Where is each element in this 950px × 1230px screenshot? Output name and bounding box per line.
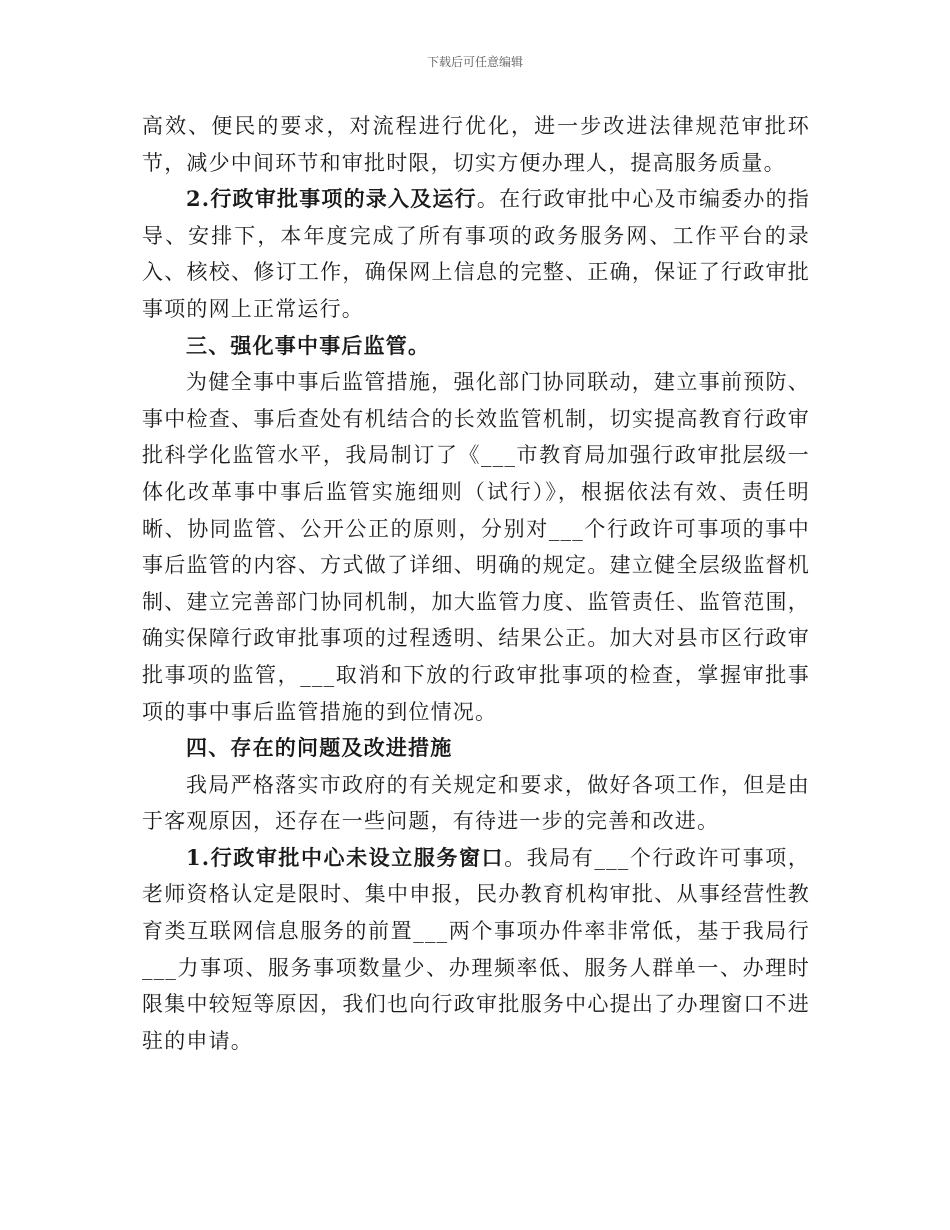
paragraph-2-lead: 2.行政审批事项的录入及运行 [186, 186, 477, 212]
paragraph-2-text: 。在行政审批中心及市编委办的指导、安排下，本年度完成了所有事项的政务服务网、工作平台的录入、核校、修订工作，确保网上信息的完整、正确，保证了行政审批事项的网上正常运行。 [142, 187, 810, 321]
page-header: 下载后可任意编辑 [426, 55, 523, 69]
paragraph-7 [142, 840, 810, 1060]
paragraph-4 [142, 364, 810, 730]
section-heading-4 [142, 730, 810, 767]
paragraph-6 [142, 767, 810, 840]
document-body [142, 108, 810, 1059]
paragraph-2 [142, 181, 810, 327]
section-heading-4-text: 四、存在的问题及改进措施 [186, 735, 453, 761]
paragraph-7-text: 。我局有___个行政许可事项，老师资格认定是限时、集中申报，民办教育机构审批、从事经营性教育类互联网信息服务的前置___两个事项办件率非常低，基于我局行___力事项、服务事项数量少、办理频率低、服务人群单一、办理时限集中较短等原因，我们也向行政审批服务中心提出了办理窗口不进驻的申请。 [142, 845, 811, 1053]
paragraph-1-text: 高效、便民的要求，对流程进行优化，进一步改进法律规范审批环节，减少中间环节和审批时限，切实方便办理人，提高服务质量。 [142, 114, 810, 175]
paragraph-7-lead: 1.行政审批中心未设立服务窗口 [186, 844, 505, 870]
section-heading-3 [142, 328, 810, 365]
paragraph-6-text: 我局严格落实市政府的有关规定和要求，做好各项工作，但是由于客观原因，还存在一些问题，有待进一步的完善和改进。 [142, 772, 810, 834]
section-heading-3-text: 三、强化事中事后监管。 [186, 332, 431, 358]
paragraph-1 [142, 108, 810, 181]
paragraph-4-text: 为健全事中事后监管措施，强化部门协同联动，建立事前预防、事中检查、事后查处有机结合的长效监管机制，切实提高教育行政审批科学化监管水平，我局制订了《___市教育局加强行政审批层级一体化改革事中事后监管实施细则（试行）》，根据依法有效、责任明晰、协同监管、公开公正的原则，分别对___个行政许可事项的事中事后监管的内容、方式做了详细、明确的规定。建立健全层级监督机制、建立完善部门协同机制，加大监管力度、监管责任、监管范围，确实保障行政审批事项的过程透明、结果公正。加大对县市区行政审批事项的监管，___取消和下放的行政审批事项的检查，掌握审批事项的事中事后监管措施的到位情况。 [142, 370, 810, 724]
